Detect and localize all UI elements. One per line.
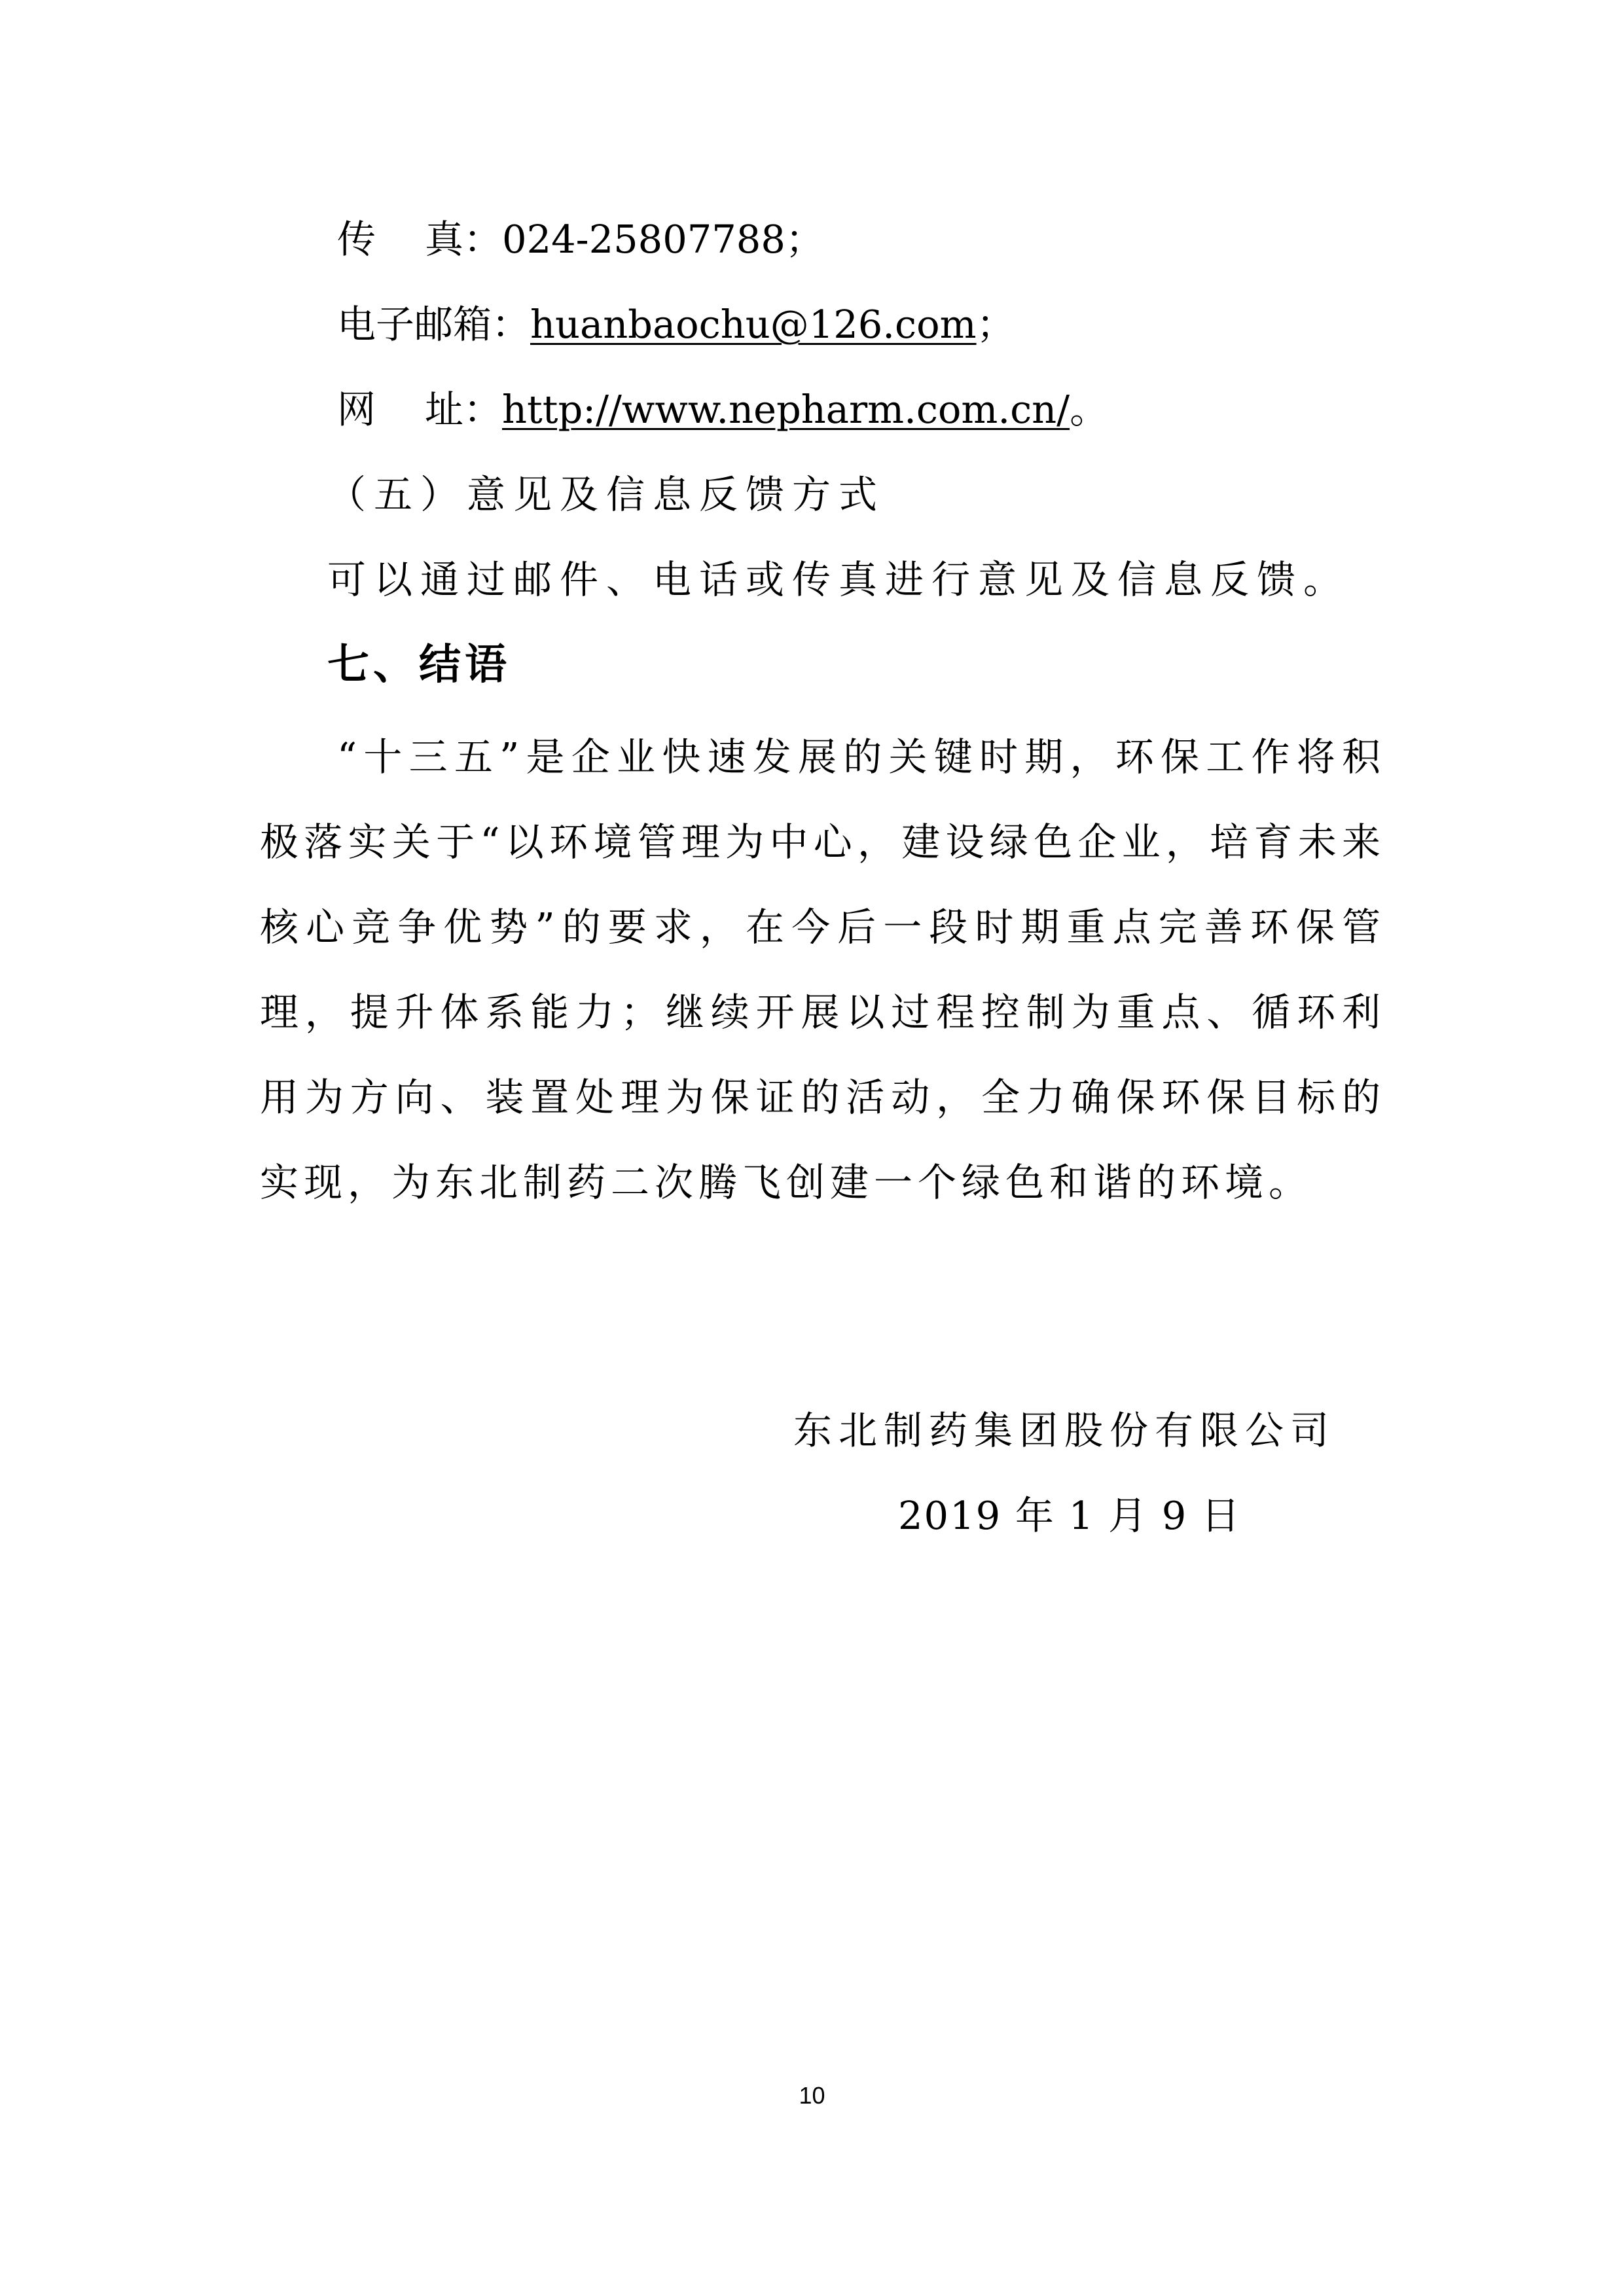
website-label: 网 址： [337,387,503,432]
email-label: 电子邮箱： [337,302,531,347]
email-line [337,298,1015,351]
signature-company: 东北制药集团股份有限公司 [793,1408,1336,1453]
website-suffix: 。 [1070,387,1109,432]
feedback-heading: （五）意见及信息反馈方式 [327,472,886,517]
website-link[interactable]: http://www.nepharm.com.cn/ [502,387,1070,432]
fax-label: 传 真： [337,217,503,262]
conclusion-heading: 七、结语 [327,641,511,689]
feedback-body: 可以通过邮件、电话或传真进行意见及信息反馈。 [327,557,1350,602]
fax-value: 024-25807788； [502,217,824,262]
email-suffix: ； [976,302,1015,347]
conclusion-body: “十三五”是企业快速发展的关键时期，环保工作将积极落实关于“以环境管理为中心，建设绿色企业，培育未来核心竞争优势”的要求，在今后一段时期重点完善环保管理，提升体系能力；继续开展以过程控制为重点、循环利用为方向、装置处理为保证的活动，全力确保环保目标的实现，为东北制药二次腾飞创建一个绿色和谐的环境。 [260,734,1386,1205]
page-number: 10 [799,2082,825,2109]
fax-line [337,213,824,266]
email-link[interactable]: huanbaochu@126.com [530,302,977,347]
signature-date: 2019 年 1 月 9 日 [898,1493,1241,1538]
website-line [337,384,1108,436]
